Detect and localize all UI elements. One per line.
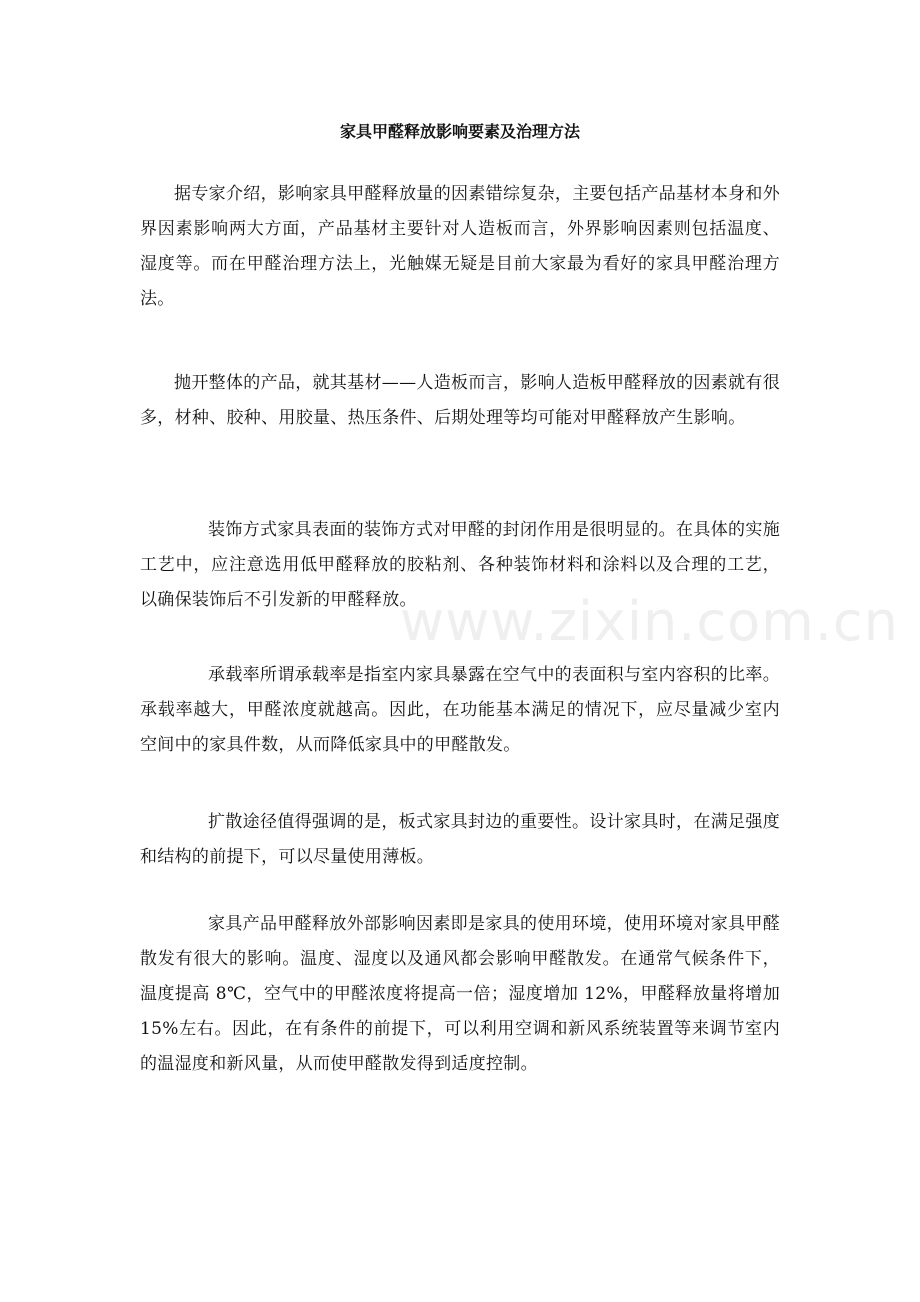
paragraph-intro: 据专家介绍，影响家具甲醛释放量的因素错综复杂，主要包括产品基材本身和外界因素影响两大方面，产品基材主要针对人造板而言，外界影响因素则包括温度、湿度等。而在甲醛治理方法上，光触媒无疑是目前大家最为看好的家具甲醛治理方法。: [140, 184, 780, 309]
paragraph-decoration: 装饰方式家具表面的装饰方式对甲醛的封闭作用是很明显的。在具体的实施工艺中，应注意选用低甲醛释放的胶粘剂、各种装饰材料和涂料以及合理的工艺，以确保装饰后不引发新的甲醛释放。: [140, 520, 780, 610]
paragraph-load-ratio: 承载率所谓承载率是指室内家具暴露在空气中的表面积与室内容积的比率。承载率越大，甲醛浓度就越高。因此，在功能基本满足的情况下，应尽量减少室内空间中的家具件数，从而降低家具中的甲醛散发。: [140, 665, 780, 755]
paragraph-diffusion: 扩散途径值得强调的是，板式家具封边的重要性。设计家具时，在满足强度和结构的前提下，可以尽量使用薄板。: [140, 812, 780, 867]
watermark: www.zixin.com.cn: [400, 590, 899, 653]
paragraph-substrate: 抛开整体的产品，就其基材——人造板而言，影响人造板甲醛释放的因素就有很多，材种、胶种、用胶量、热压条件、后期处理等均可能对甲醛释放产生影响。: [140, 373, 780, 428]
document-title: 家具甲醛释放影响要素及治理方法: [339, 122, 580, 141]
paragraph-environment: 家具产品甲醛释放外部影响因素即是家具的使用环境，使用环境对家具甲醛散发有很大的影响。温度、湿度以及通风都会影响甲醛散发。在通常气候条件下，温度提高 8℃，空气中的甲醛浓度将提高一倍；湿度增加 12%，甲醛释放量将增加 15%左右。因此，在有条件的前提下，可以利用空调和新风系统装置等来调节室内的温湿度和新风量，从而使甲醛散发得到适度控制。: [140, 914, 780, 1074]
